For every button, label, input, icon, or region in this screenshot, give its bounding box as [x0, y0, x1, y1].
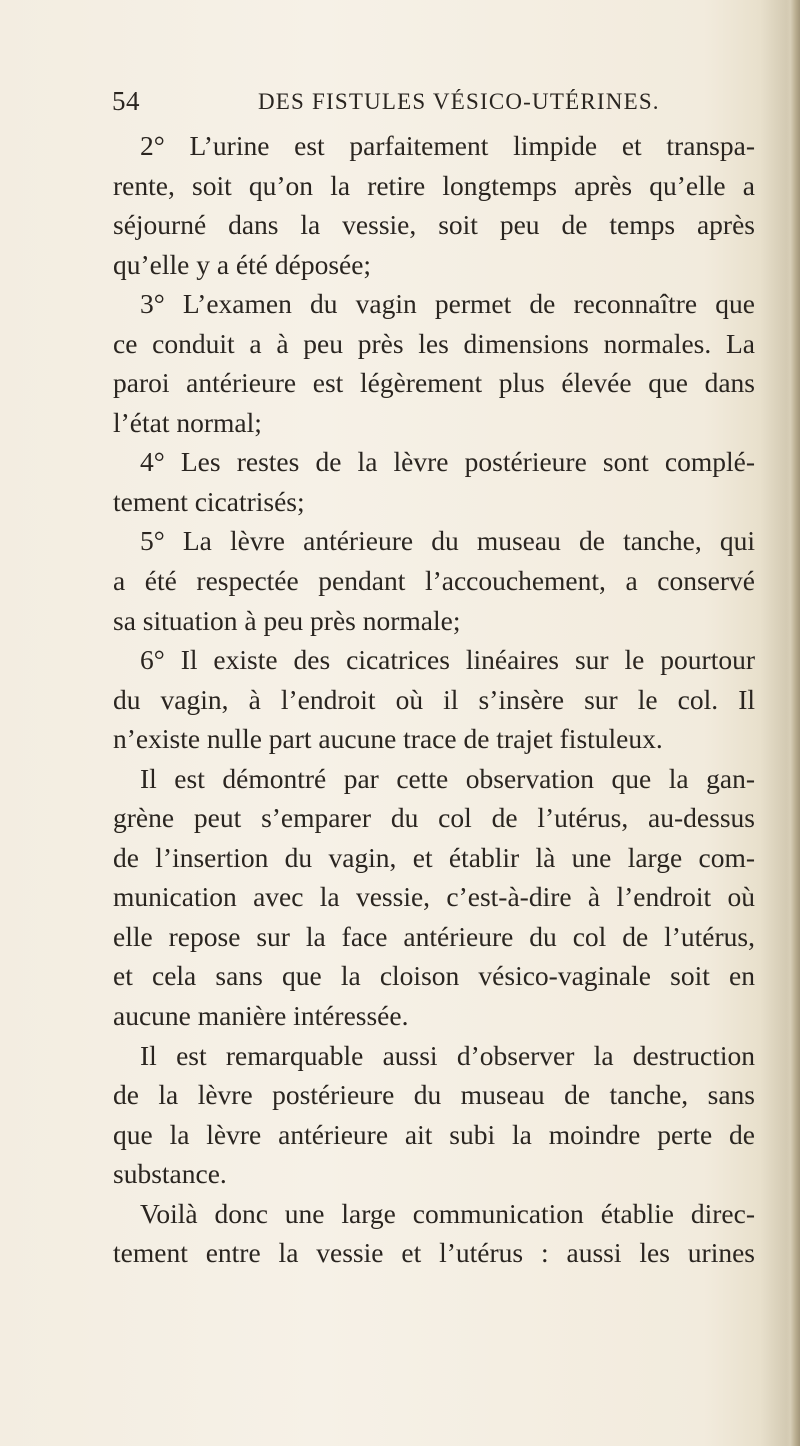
text-line: l’état normal;	[113, 406, 262, 438]
running-title: DES FISTULES VÉSICO-UTÉRINES.	[258, 89, 660, 114]
text-line: 6° Il existe des cicatrices linéaires sur le pourtour	[140, 644, 755, 676]
text-line: 4° Les restes de la lèvre postérieure sont complé-	[140, 446, 755, 478]
text-line: tement entre la vessie et l’utérus : aussi les urines	[113, 1237, 755, 1269]
text-line: séjourné dans la vessie, soit peu de temps après	[113, 209, 755, 241]
text-line: substance.	[113, 1158, 227, 1190]
text-line: rente, soit qu’on la retire longtemps après qu’elle a	[113, 169, 755, 201]
text-line: du vagin, à l’endroit où il s’insère sur le col. Il	[113, 683, 755, 715]
text-line: que la lèvre antérieure ait subi la moindre perte de	[113, 1118, 755, 1150]
text-line: aucune manière intéressée.	[113, 1000, 409, 1032]
text-line: n’existe nulle part aucune trace de trajet fistuleux.	[113, 723, 663, 755]
page-edge-shadow	[786, 0, 800, 1446]
text-line: paroi antérieure est légèrement plus élevée que dans	[113, 367, 755, 399]
text-line: Il est démontré par cette observation que la gan-	[140, 762, 755, 794]
text-line: tement cicatrisés;	[113, 485, 305, 517]
text-line: 2° L’urine est parfaitement limpide et transpa-	[140, 130, 755, 161]
text-line: ce conduit a à peu près les dimensions normales. La	[113, 327, 755, 359]
running-head	[112, 86, 752, 126]
body-text	[113, 126, 755, 1273]
text-line: a été respectée pendant l’accouchement, a conservé	[113, 565, 755, 597]
text-line: Il est remarquable aussi d’observer la destruction	[140, 1039, 755, 1071]
text-line: elle repose sur la face antérieure du col de l’utérus,	[113, 920, 755, 952]
text-line: de la lèvre postérieure du museau de tanche, sans	[113, 1079, 755, 1111]
text-line: 3° L’examen du vagin permet de reconnaître que	[140, 288, 755, 320]
text-line: 5° La lèvre antérieure du museau de tanche, qui	[140, 525, 755, 557]
text-line: de l’insertion du vagin, et établir là une large com-	[113, 841, 755, 873]
text-line: grène peut s’emparer du col de l’utérus, au-dessus	[113, 802, 755, 834]
text-line: sa situation à peu près normale;	[113, 604, 461, 636]
text-line: munication avec la vessie, c’est-à-dire à l’endroit où	[113, 881, 755, 913]
text-line: et cela sans que la cloison vésico-vaginale soit en	[113, 960, 755, 992]
text-line: Voilà donc une large communication établie direc-	[140, 1197, 755, 1229]
text-line: qu’elle y a été déposée;	[113, 248, 372, 280]
page-number: 54	[112, 86, 140, 116]
